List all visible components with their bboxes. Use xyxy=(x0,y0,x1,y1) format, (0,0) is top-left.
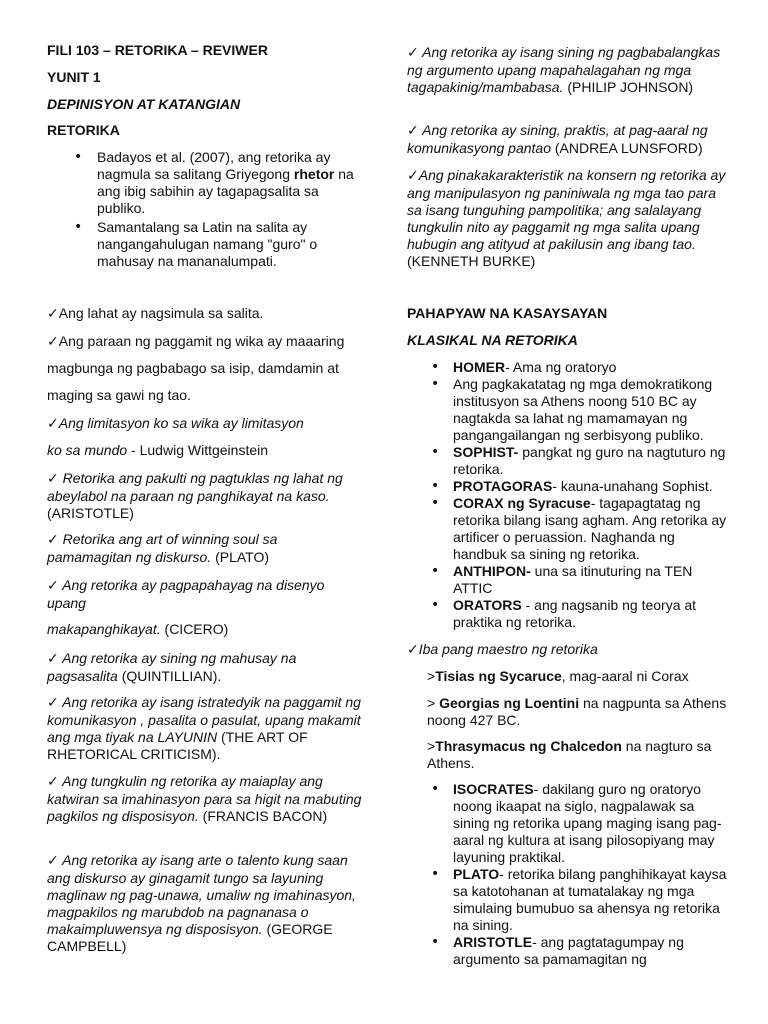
history-heading: PAHAPYAW NA KASAYSAYAN xyxy=(407,305,608,321)
quote: ✓Ang paraan ng paggamit ng wika ay maaaring xyxy=(47,333,345,350)
list-item: • ARISTOTLE- ang pagtatagumpay ng argumento sa pamamagitan ng xyxy=(407,934,729,968)
list-item: • ISOCRATES- dakilang guro ng oratoryo noong ikaapat na siglo, nagpalawak sa sining ng retorika upang maging isang pag-aaral ng kultura at isang pilosopiyang may layuning praktikal. xyxy=(407,781,729,866)
master-entry: >Tisias ng Sycaruce, mag-aaral ni Corax xyxy=(427,668,689,684)
unit-title: YUNIT 1 xyxy=(47,69,101,85)
check-icon: ✓ xyxy=(47,416,59,432)
quote: ✓ Ang retorika ay isang arte o talento kung saan ang diskurso ay ginagamit tungo sa layuning maglinaw ng pag-unawa, umaliw ng imahinasyon, magpakilos ng marubdob na pagnanasa o makaimpluwensya ng disposisyon. (GEORGE CAMPBELL) xyxy=(47,852,356,954)
check-icon: ✓ xyxy=(47,578,59,594)
quote: ✓ Ang retorika ay sining, praktis, at pag-aaral ng komunikasyong pantao (ANDREA LUNSFORD) xyxy=(407,122,708,156)
check-icon: ✓ xyxy=(47,532,59,548)
master-entry: >Thrasymacus ng Chalcedon na nagturo sa Athens. xyxy=(427,738,712,771)
quote-author: (QUINTILLIAN). xyxy=(117,668,222,684)
check-icon: ✓ xyxy=(47,651,59,667)
quote: ✓ Ang retorika ay isang istratedyik na paggamit ng komunikasyon , pasalita o pasulat, upang makamit ang mga tiyak na LAYUNIN (THE ART OF RHETORICAL CRITICISM). xyxy=(47,694,361,762)
quote-line: ko sa mundo - Ludwig Wittgeinstein xyxy=(47,442,269,458)
quote-line: makapanghikayat. (CICERO) xyxy=(47,621,229,637)
list-text: Samantalang sa Latin na salita ay nangangahulugan namang "guro" o mahusay na mananalumpati. xyxy=(97,219,318,269)
check-icon: ✓ xyxy=(47,306,59,322)
retorika-heading: RETORIKA xyxy=(47,122,120,138)
quote-author: - Ludwig Wittgeinstein xyxy=(127,442,269,458)
course-title: FILI 103 – RETORIKA – REVIWER xyxy=(47,42,268,58)
list-item: • PROTAGORAS- kauna-unahang Sophist. xyxy=(407,478,729,495)
quote-line: maging sa gawi ng tao. xyxy=(47,387,191,403)
quote: ✓Ang limitasyon ko sa wika ay limitasyon xyxy=(47,415,304,432)
list-bold-term: rhetor xyxy=(293,166,335,182)
classical-list xyxy=(407,359,729,631)
quote: ✓Ang lahat ay nagsimula sa salita. xyxy=(47,305,264,322)
list-item xyxy=(47,219,365,270)
check-icon: ✓ xyxy=(407,168,419,184)
check-icon: ✓ xyxy=(47,853,59,869)
quote: ✓ Retorika ang pakulti ng pagtuklas ng lahat ng abeylabol na paraan ng panghikayat na kaso. (ARISTOTLE) xyxy=(47,470,343,521)
quote: ✓ Ang tungkulin ng retorika ay maiaplay ang katwiran sa imahinasyon para sa higit na mabuting pagkilos ng disposisyon. (FRANCIS BACON) xyxy=(47,773,362,824)
quote: ✓ Ang retorika ay pagpapahayag na disenyo upang xyxy=(47,577,325,611)
quote: ✓ Retorika ang art of winning soul sa pamamagitan ng diskurso. (PLATO) xyxy=(47,531,278,565)
masters-label: ✓Iba pang maestro ng retorika xyxy=(407,641,598,658)
section-title: DEPINISYON AT KATANGIAN xyxy=(47,96,241,112)
list-item: • HOMER- Ama ng oratoryo xyxy=(407,359,729,376)
quote-author: (KENNETH BURKE) xyxy=(407,253,536,269)
quote-author: (PLATO) xyxy=(211,549,270,565)
list-item: • CORAX ng Syracuse- tagapagtatag ng retorika bilang isang agham. Ang retorika ay artificer o peruassion. Naghanda ng handbuk sa sining ng retorika. xyxy=(407,495,729,563)
classical-subheading: KLASIKAL NA RETORIKA xyxy=(407,332,578,348)
check-icon: ✓ xyxy=(407,642,419,658)
quote-author: (GEORGE CAMPBELL) xyxy=(47,921,333,954)
check-icon: ✓ xyxy=(47,471,59,487)
list-item: • ORATORS - ang nagsanib ng teorya at praktika ng retorika. xyxy=(407,597,729,631)
list-item xyxy=(47,149,365,217)
list-item: • SOPHIST- pangkat ng guro na nagtuturo ng retorika. xyxy=(407,444,729,478)
quote-author: (PHILIP JOHNSON) xyxy=(563,79,694,95)
quote: ✓ Ang retorika ay sining ng mahusay na pagsasalita (QUINTILLIAN). xyxy=(47,650,297,684)
quote-author: (THE ART OF RHETORICAL CRITICISM). xyxy=(47,729,308,762)
list-text: na ang ibig sabihin ay tagapagsalita sa publiko. xyxy=(97,166,354,216)
quote-author: (FRANCIS BACON) xyxy=(198,808,328,824)
check-icon: ✓ xyxy=(47,695,59,711)
check-icon: ✓ xyxy=(407,45,419,61)
quote-author: (ARISTOTLE) xyxy=(47,505,134,521)
quote-author: (ANDREA LUNSFORD) xyxy=(551,140,703,156)
check-icon: ✓ xyxy=(47,334,59,350)
quote: ✓ Ang retorika ay isang sining ng pagbabalangkas ng argumento upang mapahalagahan ng mga tagapakinig/mambabasa. (PHILIP JOHNSON) xyxy=(407,44,721,95)
quote: ✓Ang pinakakarakteristik na konsern ng retorika ay ang manipulasyon ng paniniwala ng mga tao para sa isang tunguhing pampolitika; ang salalayang tungkulin nito ay paggamit ng mga salita upang hubugin ang atityud at pakilusin ang ibang tao. (KENNETH BURKE) xyxy=(407,167,726,269)
list-item: • Ang pagkakatatag ng mga demokratikong institusyon sa Athens noong 510 BC ay nagtakda sa lahat ng mamamayan ng pangangailangan ng serbisyong publiko. xyxy=(407,376,729,444)
list-text: Badayos et al. (2007), ang retorika ay nagmula sa salitang Griyegong xyxy=(97,149,331,182)
quote-line: magbunga ng pagbabago sa isip, damdamin at xyxy=(47,360,339,376)
masters-list xyxy=(407,781,729,968)
check-icon: ✓ xyxy=(407,123,419,139)
check-icon: ✓ xyxy=(47,774,59,790)
list-item: • ANTHIPON- una sa itinuturing na TEN ATTIC xyxy=(407,563,729,597)
definition-list xyxy=(47,149,365,270)
list-item: • PLATO- retorika bilang panghihikayat kaysa sa katotohanan at tumatalakay ng mga simulaing bumubuo sa ahensya ng retorika na sining. xyxy=(407,866,729,934)
quote-author: (CICERO) xyxy=(160,621,229,637)
master-entry: > Georgias ng Loentini na nagpunta sa Athens noong 427 BC. xyxy=(427,695,727,728)
